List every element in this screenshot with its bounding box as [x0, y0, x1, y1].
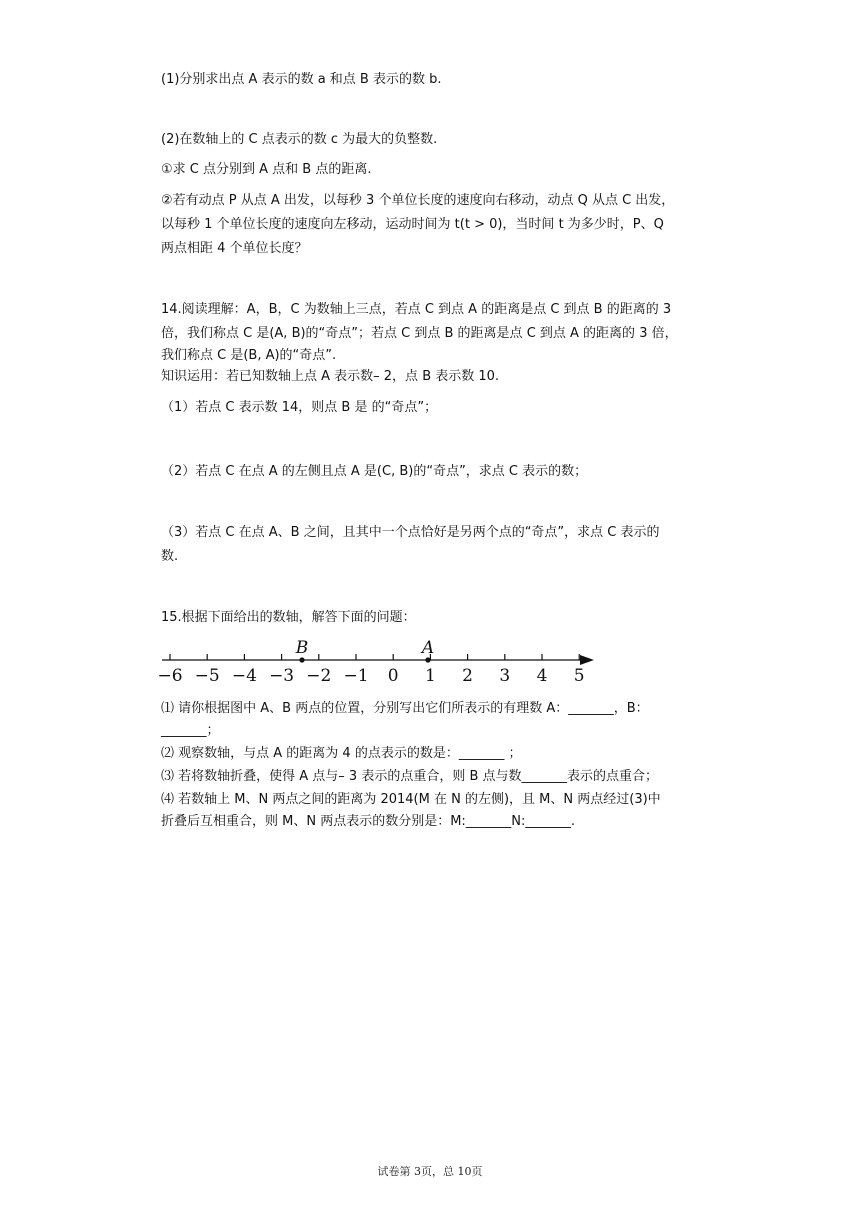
question-13-part-2: (2)在数轴上的 C 点表示的数 c 为最大的负整数.: [161, 132, 438, 147]
point-a-marker: [425, 657, 430, 662]
question-15-item-1-line-1: ⑴ 请你根据图中 A、B 两点的位置，分别写出它们所表示的有理数 A：_______，B：: [161, 701, 649, 716]
number-line-tick-label: −4: [231, 666, 257, 686]
question-14-sub-1: （1）若点 C 表示数 14，则点 B 是 的“奇点”；: [161, 400, 438, 415]
number-line-tick-label: 0: [387, 666, 399, 686]
number-line-tick-label: −2: [306, 666, 332, 686]
question-15-item-4-line-1: ⑷ 若数轴上 M、N 两点之间的距离为 2014(M 在 N 的左侧)，且 M、N 两点经过(3)中: [161, 792, 661, 807]
number-line-tick-label: −1: [343, 666, 369, 686]
question-15-item-1-line-2: _______；: [161, 723, 220, 738]
point-a-label: A: [421, 638, 435, 658]
question-13-part-2-item-2-line-1: ②若有动点 P 从点 A 出发，以每秒 3 个单位长度的速度向右移动，动点 Q 从点 C 出发，: [161, 193, 675, 208]
number-line-tick-label: 5: [573, 666, 585, 686]
question-14-sub-3-line-1: （3）若点 C 在点 A、B 之间，且其中一个点恰好是另两个点的“奇点”，求点 C 表示的: [161, 525, 660, 540]
question-14-line-4: 知识运用：若已知数轴上点 A 表示数– 2，点 B 表示数 10.: [161, 369, 500, 384]
question-15-item-2: ⑵ 观察数轴，与点 A 的距离为 4 的点表示的数是：_______ ；: [161, 746, 522, 761]
question-14-line-2: 倍，我们称点 C 是(A, B)的“奇点”；若点 C 到点 B 的距离是点 C 到点 A 的距离的 3 倍，: [161, 326, 678, 341]
number-line-tick-label: −6: [157, 666, 183, 686]
question-14-line-3: 我们称点 C 是(B, A)的“奇点”.: [161, 348, 337, 363]
point-b-marker: [299, 657, 304, 662]
number-line-tick-label: 1: [424, 666, 436, 686]
point-b-label: B: [295, 638, 309, 658]
question-13-part-1: (1)分别求出点 A 表示的数 a 和点 B 表示的数 b.: [161, 72, 442, 87]
number-line-tick-label: −3: [269, 666, 295, 686]
question-14-sub-2: （2）若点 C 在点 A 的左侧且点 A 是(C, B)的“奇点”，求点 C 表示的数；: [161, 464, 588, 479]
question-15-item-4-line-2: 折叠后互相重合，则 M、N 两点表示的数分别是：M:_______N:_______.: [161, 814, 576, 829]
question-13-part-2-item-2-line-2: 以每秒 1 个单位长度的速度向左移动，运动时间为 t(t > 0)，当时间 t 为多少时，P、Q: [161, 217, 664, 232]
number-line-tick-label: 4: [536, 666, 548, 686]
number-line-tick-label: −5: [194, 666, 220, 686]
question-15-title: 15.根据下面给出的数轴，解答下面的问题：: [161, 610, 416, 625]
question-14-line-1: 14.阅读理解：A，B，C 为数轴上三点，若点 C 到点 A 的距离是点 C 到点 B 的距离的 3: [161, 302, 672, 317]
number-line-tick-label: 2: [462, 666, 474, 686]
question-13-part-2-item-1: ①求 C 点分别到 A 点和 B 点的距离.: [161, 162, 372, 177]
number-line-arrow: [580, 655, 594, 665]
question-13-part-2-item-2-line-3: 两点相距 4 个单位长度？: [161, 241, 308, 256]
number-line-tick-label: 3: [499, 666, 511, 686]
question-15-item-3: ⑶ 若将数轴折叠，使得 A 点与– 3 表示的点重合，则 B 点与数_______表示的点重合；: [161, 769, 659, 784]
question-14-sub-3-line-2: 数.: [161, 549, 179, 564]
page-footer: 试卷第 3页，总 10页: [377, 1165, 483, 1178]
